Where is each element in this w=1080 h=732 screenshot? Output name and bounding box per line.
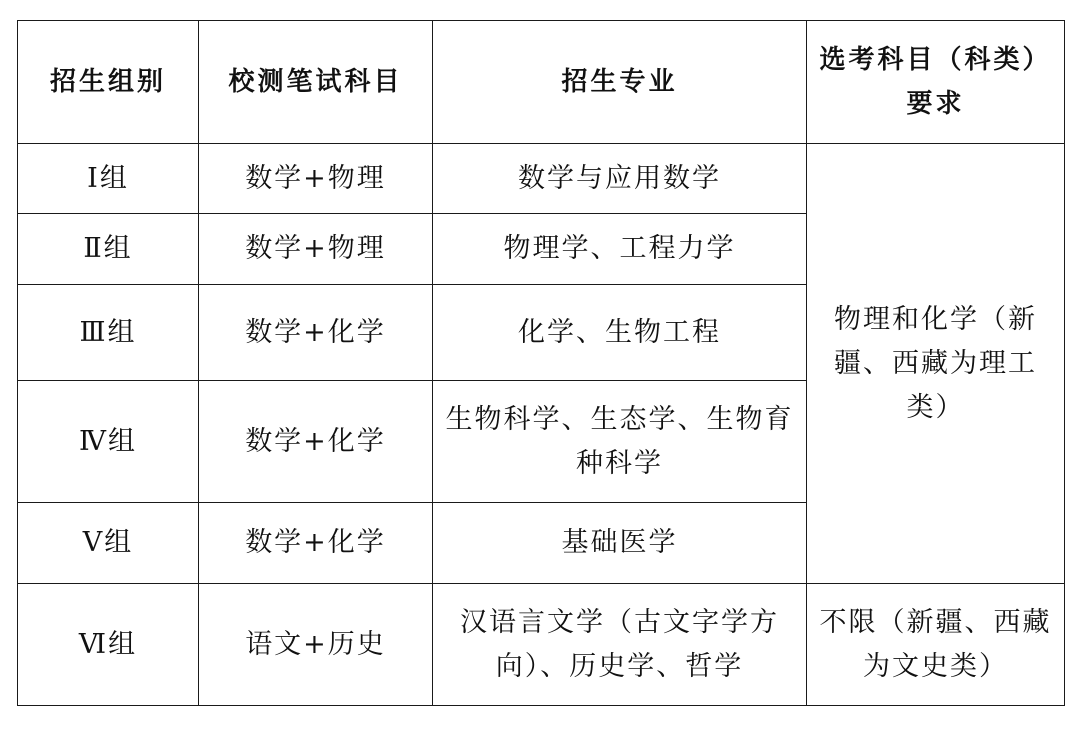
admissions-table: [17, 20, 1065, 706]
cell-exam: 数学+化学: [199, 285, 433, 381]
cell-majors: 数学与应用数学: [433, 144, 807, 214]
table-row: [18, 584, 1065, 706]
header-exam-subjects: 校测笔试科目: [199, 21, 433, 144]
cell-majors: 生物科学、生态学、生物育种科学: [433, 381, 807, 503]
cell-majors: 汉语言文学（古文字学方向）、历史学、哲学: [433, 584, 807, 706]
cell-group: Ⅳ组: [18, 381, 199, 503]
cell-requirement-science: 物理和化学（新疆、西藏为理工类）: [807, 144, 1065, 584]
header-majors: 招生专业: [433, 21, 807, 144]
table-row: [18, 144, 1065, 214]
table-header-row: [18, 21, 1065, 144]
cell-group: Ⅵ组: [18, 584, 199, 706]
cell-exam: 数学+物理: [199, 144, 433, 214]
cell-group: Ⅴ组: [18, 503, 199, 584]
cell-exam: 数学+化学: [199, 503, 433, 584]
cell-majors: 基础医学: [433, 503, 807, 584]
header-group: 招生组别: [18, 21, 199, 144]
cell-majors: 化学、生物工程: [433, 285, 807, 381]
header-subject-requirements: 选考科目（科类）要求: [807, 21, 1065, 144]
cell-exam: 语文+历史: [199, 584, 433, 706]
cell-exam: 数学+物理: [199, 214, 433, 285]
cell-exam: 数学+化学: [199, 381, 433, 503]
cell-group: Ⅱ组: [18, 214, 199, 285]
cell-requirement-humanities: 不限（新疆、西藏为文史类）: [807, 584, 1065, 706]
cell-group: Ⅰ组: [18, 144, 199, 214]
cell-group: Ⅲ组: [18, 285, 199, 381]
cell-majors: 物理学、工程力学: [433, 214, 807, 285]
